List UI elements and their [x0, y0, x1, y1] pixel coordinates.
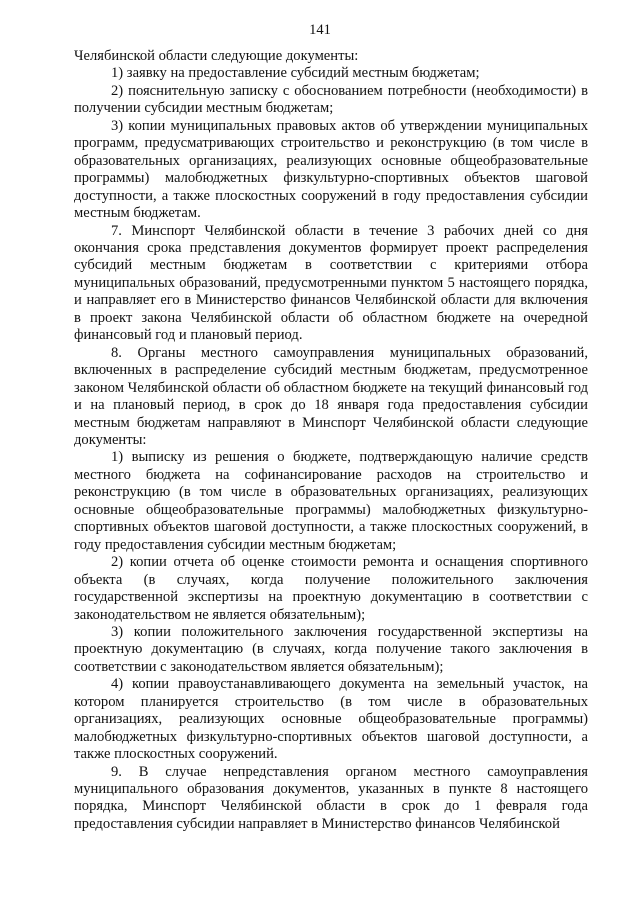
paragraph: Челябинской области следующие документы:	[74, 48, 359, 64]
paragraph: 2) копии отчета об оценке стоимости ремонта и оснащения спортивного объекта (в случаях, когда получение положительного заключения государственной экспертизы на проектную документацию в соответствии с законодательством не является обязательным);	[74, 554, 588, 623]
paragraph: 4) копии правоустанавливающего документа на земельный участок, на котором планируется строительство (в том числе в образовательных организациях, реализующих основные общеобразовательные программы) малобюджетных физкультурно-спортивных объектов шаговой доступности, а также плоскостных сооружений.	[74, 676, 588, 763]
paragraph: 9. В случае непредставления органом местного самоуправления муниципального образования документов, указанных в пункте 8 настоящего порядка, Минспорт Челябинской области в срок до 1 февраля года предоставления субсидии направляет в Министерство финансов Челябинской	[74, 763, 588, 832]
paragraph: 8. Органы местного самоуправления муниципальных образований, включенных в распределение субсидий местным бюджетам, предусмотренное законом Челябинской области об областном бюджете на текущий финансовый год и на плановый период, в срок до 18 января года предоставления субсидии местным бюджетам направляют в Минспорт Челябинской области следующие документы:	[74, 344, 588, 448]
document-body	[74, 48, 588, 833]
page-number: 141	[309, 22, 331, 38]
paragraph: 1) выписку из решения о бюджете, подтверждающую наличие средств местного бюджета на софинансирование расходов на строительство и реконструкцию (в том числе в образовательных организациях, реализующих основные общеобразовательные программы) малобюджетных физкультурно-спортивных объектов шаговой доступности, а также плоскостных сооружений, в году предоставления субсидии местным бюджетам;	[74, 449, 588, 553]
paragraph: 3) копии муниципальных правовых актов об утверждении муниципальных программ, предусматривающих строительство и реконструкцию (в том числе в образовательных организациях, реализующих основные общеобразовательные программы) малобюджетных физкультурно-спортивных объектов шаговой доступности, а также плоскостных сооружений в году предоставления субсидии местным бюджетам.	[74, 117, 588, 222]
paragraph: 3) копии положительного заключения государственной экспертизы на проектную документацию (в случаях, когда получение такого заключения в соответствии с законодательством является обязательным);	[74, 623, 588, 675]
paragraph: 1) заявку на предоставление субсидий местным бюджетам;	[111, 65, 480, 82]
paragraph: 2) пояснительную записку с обоснованием потребности (необходимости) в получении субсидии местным бюджетам;	[74, 82, 588, 117]
paragraph: 7. Минспорт Челябинской области в течение 3 рабочих дней со дня окончания срока представления документов формирует проект распределения субсидий местным бюджетам в соответствии с критериями отбора муниципальных образований, предусмотренными пунктом 5 настоящего порядка, и направляет его в Министерство финансов Челябинской области для включения в проект закона Челябинской области об областном бюджете на очередной финансовый год и плановый период.	[74, 222, 588, 344]
